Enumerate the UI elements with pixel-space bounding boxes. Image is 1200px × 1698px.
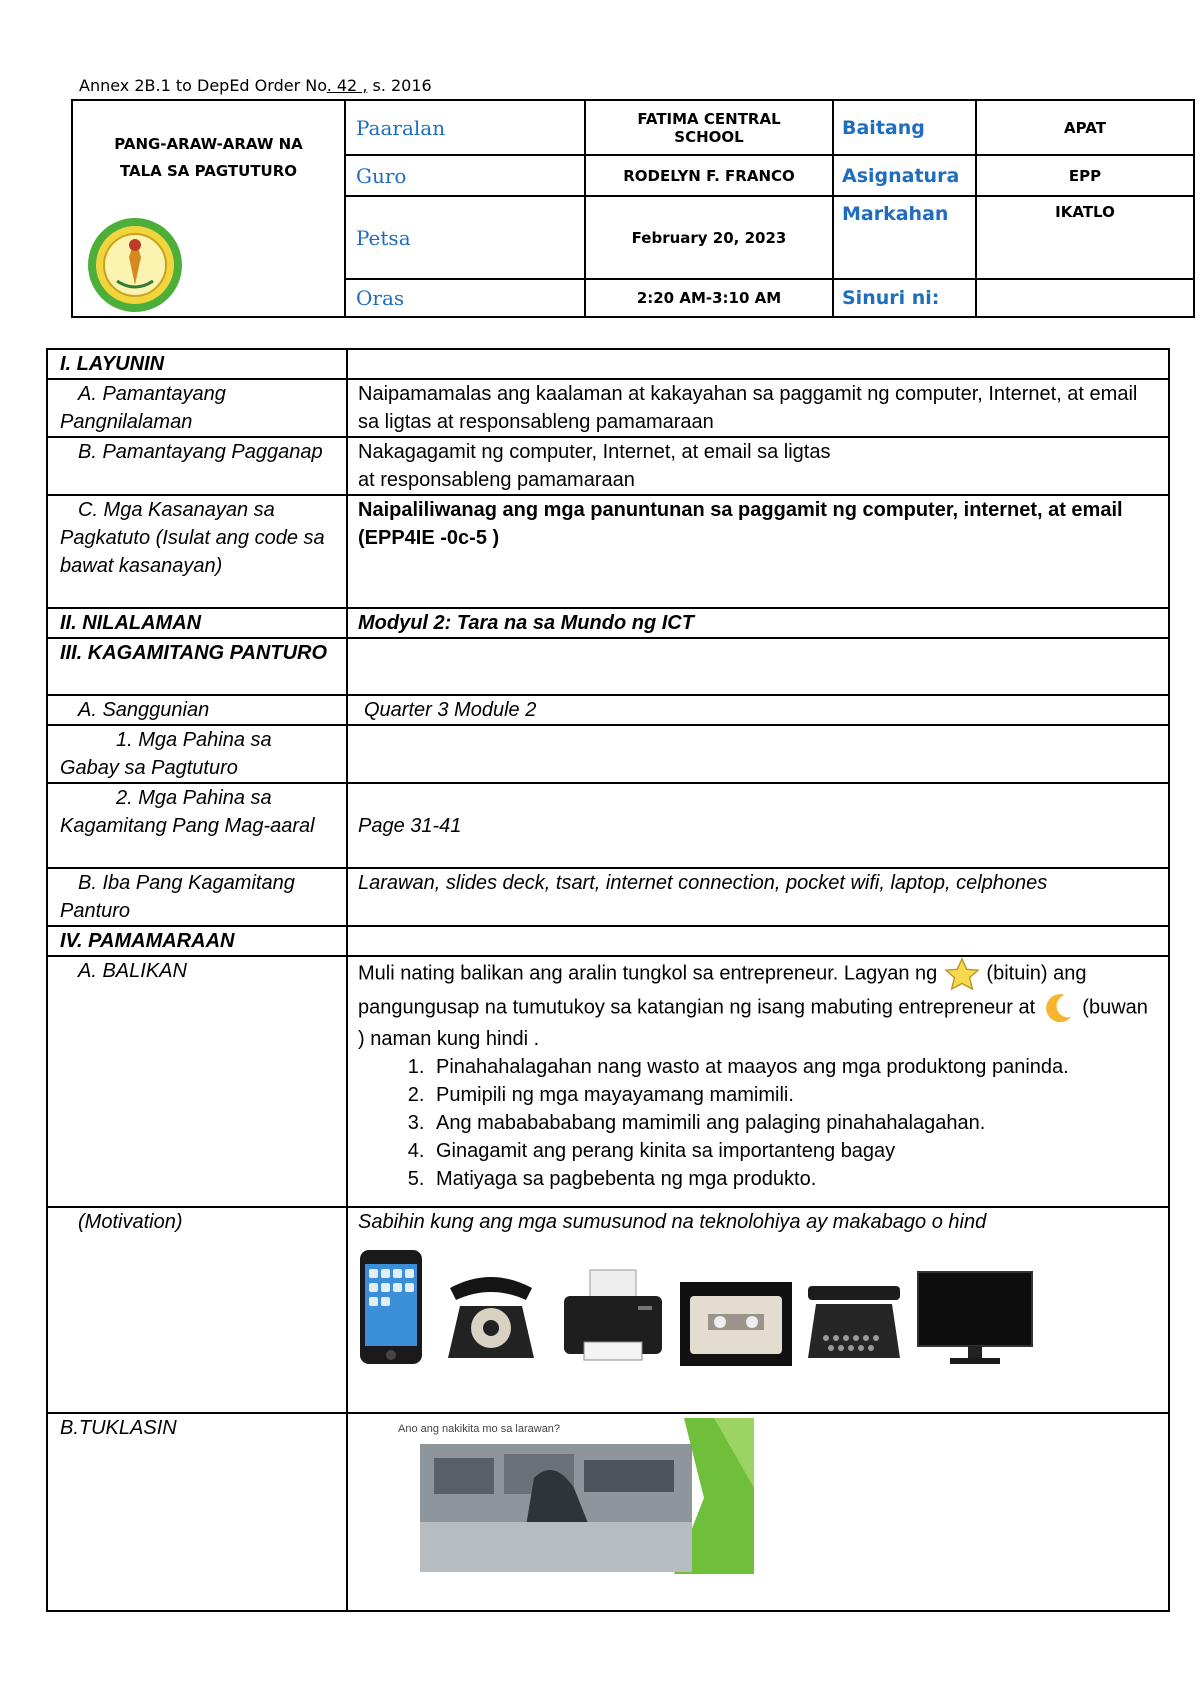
- cassette-tape-icon: [680, 1282, 792, 1366]
- slide-caption: Ano ang nakikita mo sa larawan?: [398, 1423, 561, 1435]
- label-learner-material-pages: 2. Mga Pahina sa Kagamitang Pang Mag-aaral: [47, 783, 347, 868]
- annex-reference: Annex 2B.1 to DepEd Order No. 42 , s. 2016: [79, 76, 432, 95]
- value-checked: [976, 279, 1194, 317]
- list-item: 5. Matiyaga sa pagbebenta ng mga produkto.: [430, 1165, 1158, 1193]
- balikan-content: Muli nating balikan ang aralin tungkol sa entrepreneur. Lagyan ng (bituin) ang pangungusap na tumutukoy sa katangian ng isang mabuting entrepreneur at (buwan ) naman kung hindi . 1. Pinahahalagahan nang wasto at maayos ang mga produktong paninda. 2. Pumipili ng mga mayayamang mamimili. 3. Ang mababababang mamimili ang palaging pinahahalagahan. 4. Ginagamit ang perang kinita sa importanteng bagay 5. Matiyaga sa pagbebenta ng mga produkto.: [347, 956, 1169, 1207]
- header-table: [71, 99, 1195, 318]
- value-time: 2:20 AM-3:10 AM: [585, 279, 833, 317]
- value-school: FATIMA CENTRAL SCHOOL: [585, 100, 833, 155]
- tuklasin-content: [347, 1413, 1169, 1611]
- nilalaman-value: Modyul 2: Tara na sa Mundo ng ICT: [347, 608, 1169, 638]
- section-pamamaraan: IV. PAMAMARAAN: [47, 926, 347, 956]
- star-icon: [943, 957, 981, 991]
- content-standard-text: Naipamamalas ang kaalaman at kakayahan sa paggamit ng computer, Internet, at email sa ligtas at responsableng pamamaraan: [347, 379, 1169, 437]
- performance-standard-text: Nakagagamit ng computer, Internet, at email sa ligtas at responsableng pamamaraan: [347, 437, 1169, 495]
- learning-competency-text: Naipaliliwanag ang mga panuntunan sa paggamit ng computer, internet, at email (EPP4IE -0c-5 ): [347, 495, 1169, 608]
- label-paaralan: Paaralan: [345, 100, 585, 155]
- balikan-list: [358, 1053, 1158, 1193]
- monitor-icon: [916, 1270, 1034, 1366]
- label-teacher-guide-pages: 1. Mga Pahina sa Gabay sa Pagtuturo: [47, 725, 347, 783]
- list-item: 4. Ginagamit ang perang kinita sa importanteng bagay: [430, 1137, 1158, 1165]
- section-nilalaman: II. NILALAMAN: [47, 608, 347, 638]
- list-item: 1. Pinahahalagahan nang wasto at maayos ang mga produktong paninda.: [430, 1053, 1158, 1081]
- moon-icon: [1041, 991, 1077, 1025]
- typewriter-icon: [804, 1276, 904, 1366]
- label-balikan: A. BALIKAN: [47, 956, 347, 1207]
- technology-pictures: [358, 1248, 1158, 1366]
- sanggunian-value: Quarter 3 Module 2: [347, 695, 1169, 725]
- label-other-materials: B. Iba Pang Kagamitang Panturo: [47, 868, 347, 926]
- label-sinuri: Sinuri ni:: [833, 279, 976, 317]
- smartphone-icon: [358, 1248, 424, 1366]
- label-markahan: Markahan: [833, 196, 976, 279]
- other-materials-value: Larawan, slides deck, tsart, internet connection, pocket wifi, laptop, celphones: [347, 868, 1169, 926]
- printer-icon: [558, 1266, 668, 1366]
- list-item: 3. Ang mababababang mamimili ang palaging pinahahalagahan.: [430, 1109, 1158, 1137]
- label-oras: Oras: [345, 279, 585, 317]
- label-learning-competency: C. Mga Kasanayan sa Pagkatuto (Isulat ang code sa bawat kasanayan): [47, 495, 347, 608]
- value-quarter: IKATLO: [976, 196, 1194, 279]
- label-baitang: Baitang: [833, 100, 976, 155]
- list-item: 2. Pumipili ng mga mayayamang mamimili.: [430, 1081, 1158, 1109]
- motivation-content: Sabihin kung ang mga sumusunod na teknolohiya ay makabago o hind: [347, 1207, 1169, 1413]
- label-content-standard: A. Pamantayang Pangnilalaman: [47, 379, 347, 437]
- value-teacher: RODELYN F. FRANCO: [585, 155, 833, 196]
- value-subject: EPP: [976, 155, 1194, 196]
- label-guro: Guro: [345, 155, 585, 196]
- form-title: PANG-ARAW-ARAW NA TALA SA PAGTUTURO: [72, 100, 345, 317]
- label-performance-standard: B. Pamantayang Pagganap: [47, 437, 347, 495]
- section-kagamitan: III. KAGAMITANG PANTURO: [47, 638, 347, 695]
- label-asignatura: Asignatura: [833, 155, 976, 196]
- school-seal-icon: [85, 215, 185, 315]
- slide-image: [374, 1418, 754, 1574]
- section-layunin: I. LAYUNIN: [47, 349, 347, 379]
- value-grade: APAT: [976, 100, 1194, 155]
- label-sanggunian: A. Sanggunian: [47, 695, 347, 725]
- lesson-plan-table: [46, 348, 1170, 1612]
- label-tuklasin: B.TUKLASIN: [47, 1413, 347, 1611]
- label-petsa: Petsa: [345, 196, 585, 279]
- rotary-telephone-icon: [436, 1266, 546, 1366]
- value-date: February 20, 2023: [585, 196, 833, 279]
- label-motivation: (Motivation): [47, 1207, 347, 1413]
- learner-pages-value: Page 31-41: [347, 783, 1169, 868]
